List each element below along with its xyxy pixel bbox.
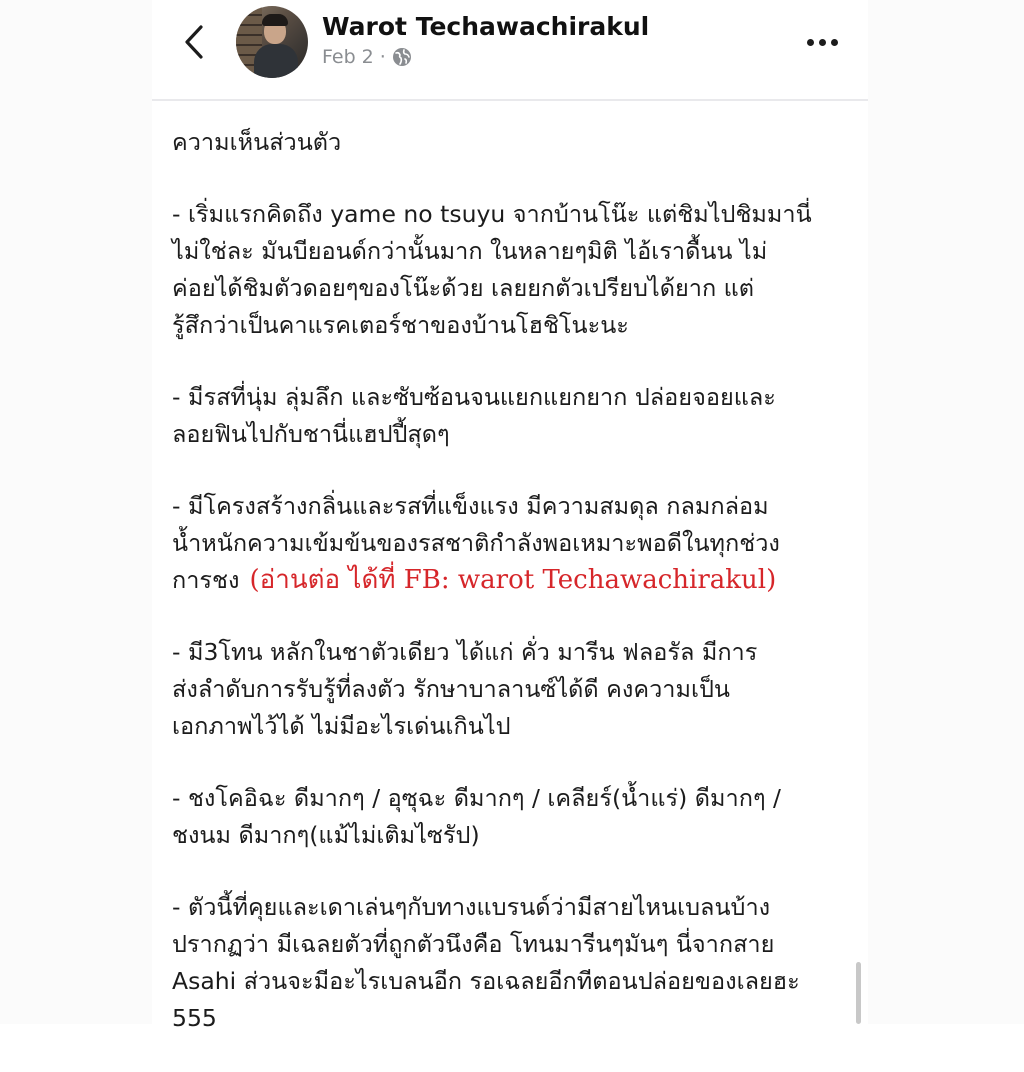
brewing-word: การชง [172, 566, 240, 594]
more-horizontal-icon [807, 39, 814, 46]
post-paragraph: - มี3โทน หลักในชาตัวเดียว ได้แก่ คั่ว มารีน ฟลอรัล มีการ ส่งลำดับการรับรู้ที่ลงตัว รักษาบาลานซ์ได้ดี คงความเป็น เอกภาพไว้ได้ ไม่มีอะไรเด่นเกินไป [172, 638, 758, 740]
post-date[interactable]: Feb 2 [322, 46, 374, 68]
post-paragraph: - ตัวนี้ที่คุยและเดาเล่นๆกับทางแบรนด์ว่ามีสายไหนเบลนบ้าง ปรากฏว่า มีเฉลยตัวที่ถูกตัวนึงคือ โทนมารีนๆมันๆ นี่จากสาย Asahi ส่วนจะมีอะไรเบลนอีก รอเฉลยอีกทีตอนปล่อยของเลยฮะ 555 [172, 893, 800, 1032]
post-paragraph: - มีรสที่นุ่ม ลุ่มลึก และซับซ้อนจนแยกแยกยาก ปล่อยจอยและ ลอยฟินไปกับชานี่แฮปปี้สุดๆ [172, 383, 776, 448]
post-paragraph: - เริ่มแรกคิดถึง yame no tsuyu จากบ้านโน๊ะ แต่ชิมไปชิมมานี่ ไม่ใช่ละ มันบียอนด์กว่านั้นมาก ในหลายๆมิติ ไอ้เราดื้นน ไม่ ค่อยได้ชิมตัวดอยๆของโน๊ะด้วย เลยยกตัวเปรียบได้ยาก แต่ รู้สึกว่าเป็นคาแรคเตอร์ชาของบ้านโฮชิโนะนะ [172, 200, 812, 339]
post-meta [322, 46, 412, 68]
post-screen [152, 0, 868, 1032]
post-paragraph: - มีโครงสร้างกลิ่นและรสที่แข็งแรง มีความสมดุล กลมกล่อม น้ำหนักความเข้มข้นของรสชาติกำลังพอเหมาะพอดีในทุกช่วง การชง (อ่านต่อ ได้ที่ FB: warot Techawachirakul) [172, 492, 780, 595]
author-name[interactable]: Warot Techawachirakul [322, 12, 650, 41]
post-paragraph: - ชงโคอิฉะ ดีมากๆ / อุซุฉะ ดีมากๆ / เคลียร์(น้ำแร่) ดีมากๆ / ชงนม ดีมากๆ(แม้ไม่เติมไซรัป) [172, 784, 781, 849]
right-margin [868, 0, 1024, 1024]
scrollbar[interactable] [856, 962, 861, 1024]
post-header [152, 0, 868, 101]
left-margin [0, 0, 152, 1024]
meta-separator: · [379, 46, 386, 68]
avatar[interactable] [236, 6, 308, 78]
globe-icon [392, 47, 412, 67]
post-body [172, 124, 862, 1072]
chevron-left-icon [183, 24, 205, 60]
more-options-button[interactable] [802, 28, 842, 56]
back-button[interactable] [172, 18, 216, 66]
read-more-note: (อ่านต่อ ได้ที่ FB: warot Techawachirakul) [249, 565, 777, 595]
post-title: ความเห็นส่วนตัว [172, 128, 342, 156]
